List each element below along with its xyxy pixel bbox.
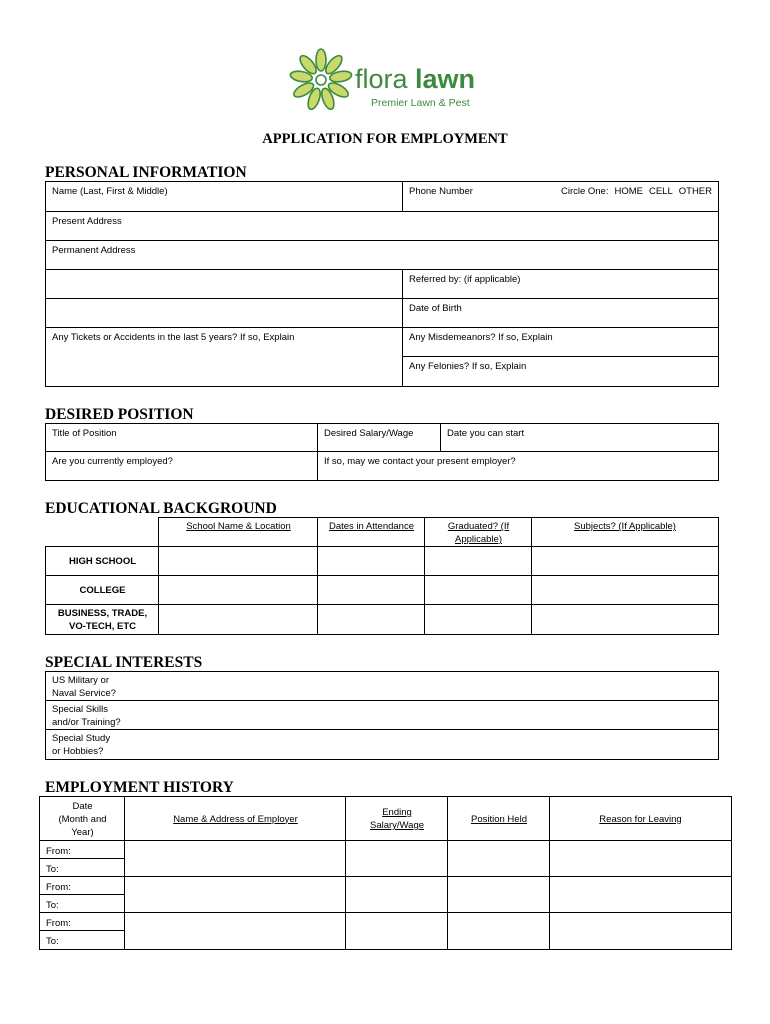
business-trade-dates-input[interactable] [317, 604, 425, 635]
contact-employer-field[interactable] [317, 451, 719, 481]
reason-leaving-column-header: Reason for Leaving [549, 796, 732, 841]
currently-employed-field[interactable] [45, 451, 318, 481]
employment-2-position-input[interactable] [447, 876, 550, 913]
education-heading: EDUCATIONAL BACKGROUND [45, 500, 277, 517]
permanent-address-label: Permanent Address [52, 245, 136, 256]
employment-3-from-input[interactable] [39, 912, 125, 931]
business-trade-row-label: BUSINESS, TRADE, VO-TECH, ETC [45, 604, 159, 635]
high-school-row-label: HIGH SCHOOL [45, 546, 159, 576]
date-of-birth-field[interactable] [402, 298, 719, 328]
employment-2-employer-input[interactable] [124, 876, 346, 913]
employment-2-to-input[interactable] [39, 894, 125, 913]
employment-2-salary-input[interactable] [345, 876, 448, 913]
phone-label: Phone Number [409, 186, 473, 197]
employment-3-position-input[interactable] [447, 912, 550, 950]
dates-attendance-column-header: Dates in Attendance [317, 517, 425, 547]
employment-2-reason-input[interactable] [549, 876, 732, 913]
high-school-name-input[interactable] [158, 546, 318, 576]
position-held-column-header: Position Held [447, 796, 550, 841]
misdemeanors-field[interactable] [402, 327, 719, 357]
felonies-label: Any Felonies? If so, Explain [409, 361, 527, 372]
desired-salary-field[interactable] [317, 423, 441, 452]
from-label: From: [46, 918, 71, 929]
employment-3-salary-input[interactable] [345, 912, 448, 950]
special-study-label: Special Study or Hobbies? [52, 733, 111, 757]
start-date-label: Date you can start [447, 428, 525, 439]
special-skills-label: Special Skills and/or Training? [52, 704, 121, 728]
date-column-header: Date (Month and Year) [39, 796, 125, 841]
personal-info-heading: PERSONAL INFORMATION [45, 164, 247, 181]
date-of-birth-label: Date of Birth [409, 303, 462, 314]
logo-tagline: Premier Lawn & Pest [371, 97, 470, 109]
circle-one-label: Circle One: [560, 186, 609, 197]
military-service-field[interactable] [45, 671, 719, 701]
college-row-label: COLLEGE [45, 575, 159, 605]
logo-brand-part1: flora [355, 64, 408, 94]
business-trade-graduated-input[interactable] [424, 604, 532, 635]
special-interests-heading: SPECIAL INTERESTS [45, 654, 203, 671]
business-trade-name-input[interactable] [158, 604, 318, 635]
floralawn-logo [287, 44, 487, 116]
desired-salary-label: Desired Salary/Wage [324, 428, 414, 439]
position-title-label: Title of Position [52, 428, 117, 439]
employment-2-from-input[interactable] [39, 876, 125, 895]
name-field[interactable] [45, 181, 403, 212]
phone-field[interactable] [402, 181, 719, 212]
from-label: From: [46, 846, 71, 857]
tickets-accidents-field[interactable] [45, 327, 403, 387]
college-graduated-input[interactable] [424, 575, 532, 605]
employment-1-to-input[interactable] [39, 858, 125, 877]
address-extra-field[interactable] [45, 298, 403, 328]
home-option[interactable]: HOME [614, 186, 643, 197]
contact-employer-label: If so, may we contact your present employer? [324, 456, 516, 467]
other-option[interactable]: OTHER [678, 186, 712, 197]
address-continued-field[interactable] [45, 269, 403, 299]
currently-employed-label: Are you currently employed? [52, 456, 173, 467]
special-study-field[interactable] [45, 729, 719, 760]
special-skills-field[interactable] [45, 700, 719, 730]
employment-1-position-input[interactable] [447, 840, 550, 877]
high-school-dates-input[interactable] [317, 546, 425, 576]
position-title-field[interactable] [45, 423, 318, 452]
desired-position-heading: DESIRED POSITION [45, 406, 194, 423]
employment-3-to-input[interactable] [39, 930, 125, 950]
present-address-field[interactable] [45, 211, 719, 241]
cell-option[interactable]: CELL [648, 186, 673, 197]
referred-by-field[interactable] [402, 269, 719, 299]
military-service-label: US Military or Naval Service? [52, 675, 116, 699]
to-label: To: [46, 900, 59, 911]
present-address-label: Present Address [52, 216, 122, 227]
employment-1-salary-input[interactable] [345, 840, 448, 877]
from-label: From: [46, 882, 71, 893]
graduated-column-header: Graduated? (If Applicable) [424, 517, 532, 547]
business-trade-subjects-input[interactable] [531, 604, 719, 635]
flower-icon [287, 44, 487, 116]
high-school-subjects-input[interactable] [531, 546, 719, 576]
document-title: APPLICATION FOR EMPLOYMENT [262, 131, 508, 147]
employment-1-from-input[interactable] [39, 840, 125, 859]
permanent-address-field[interactable] [45, 240, 719, 270]
college-dates-input[interactable] [317, 575, 425, 605]
high-school-graduated-input[interactable] [424, 546, 532, 576]
employment-1-reason-input[interactable] [549, 840, 732, 877]
employment-3-employer-input[interactable] [124, 912, 346, 950]
employment-3-reason-input[interactable] [549, 912, 732, 950]
to-label: To: [46, 936, 59, 947]
logo-brand-part2: lawn [415, 64, 476, 94]
phone-type-selector [561, 185, 712, 209]
tickets-accidents-label: Any Tickets or Accidents in the last 5 years? If so, Explain [52, 332, 295, 343]
employer-column-header: Name & Address of Employer [124, 796, 346, 841]
employment-history-heading: EMPLOYMENT HISTORY [45, 779, 234, 796]
subjects-column-header: Subjects? (If Applicable) [531, 517, 719, 547]
college-subjects-input[interactable] [531, 575, 719, 605]
ending-salary-column-header: Ending Salary/Wage [345, 796, 448, 841]
felonies-field[interactable] [402, 356, 719, 387]
college-name-input[interactable] [158, 575, 318, 605]
school-name-column-header: School Name & Location [158, 517, 318, 547]
to-label: To: [46, 864, 59, 875]
referred-by-label: Referred by: (if applicable) [409, 274, 521, 285]
misdemeanors-label: Any Misdemeanors? If so, Explain [409, 332, 553, 343]
employment-1-employer-input[interactable] [124, 840, 346, 877]
name-label: Name (Last, First & Middle) [52, 186, 168, 197]
start-date-field[interactable] [440, 423, 719, 452]
